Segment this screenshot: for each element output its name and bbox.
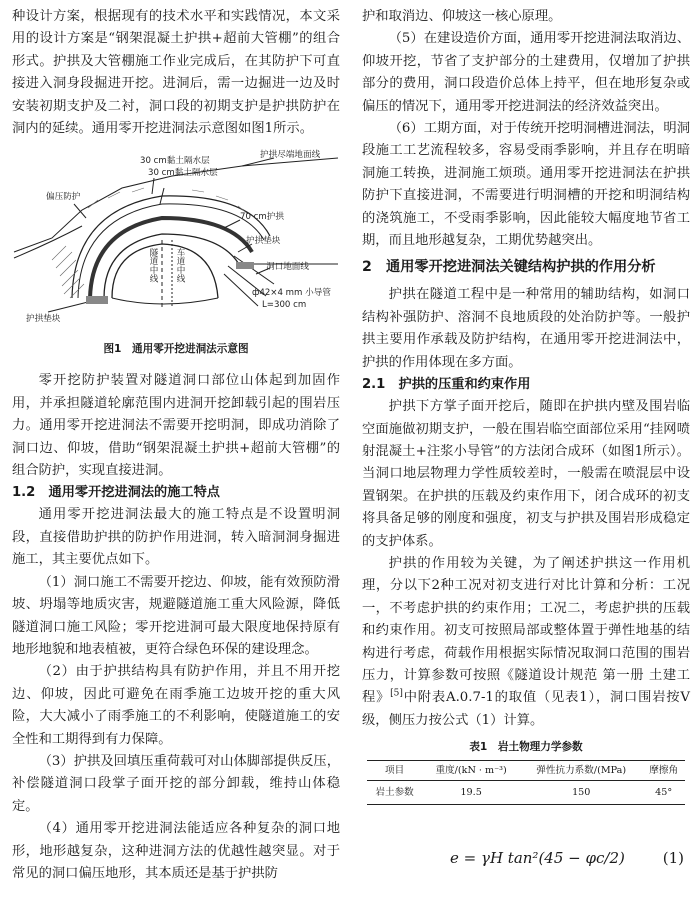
paragraph: （6）工期方面，对于传统开挖明洞槽进洞法，明洞段施工工艺流程较多，容易受雨季影响，并且存在明暗洞施工转换，进洞施工烦琐。通用零开挖进洞法在护拱防护下直接进洞，不需要进行明洞槽的开挖和明洞结构的浇筑施工，不受雨季影响，因此能较大幅度地节省工期，而且地形越复杂，工期优势越突出。 xyxy=(362,121,690,249)
paragraph: （1）洞口施工不需要开挖边、仰坡，能有效预防滑坡、坍塌等地质灾害，规避隧道施工重大风险源，降低隧道洞口施工风险；零开挖进洞可最大限度地保持原有地形地貌和地表植被，更符合绿色环保的建设理念。 xyxy=(12,574,340,657)
paragraph: 零开挖防护装置对隧道洞口部位山体起到加固作用，并承担隧道轮廓范围内进洞开挖卸载引起的围岩压力。通用零开挖进洞法不需要开挖明洞，即成功消除了洞口边、仰坡，借助“钢架混凝土护拱+超前大管棚”的组合防护，实现直接进洞。 xyxy=(12,373,340,479)
paragraph: （4）通用零开挖进洞法能适应各种复杂的洞口地形，地形越复杂，这种进洞方法的优越性越突显。对于常见的洞口偏压地形，其本质还是基于护拱防 xyxy=(12,821,340,881)
table-header-cell: 弹性抗力系数/(MPa) xyxy=(536,765,627,777)
table-header-row xyxy=(367,761,685,781)
fig-label: 30 cm黏土隔水层 xyxy=(148,168,218,179)
fig-label: 30 cm黏土隔水层 xyxy=(140,156,210,167)
fig-label: L=300 cm xyxy=(262,300,307,311)
paragraph: 种设计方案，根据现有的技术水平和实践情况，本文采用的设计方案是“钢架混凝土护拱+超前大管棚”的组合形式。护拱及大管棚施工作业完成后，在其防护下可直接进入洞身段掘进开挖。进洞后，需一边掘进一边及时安装初期支护及二衬，洞口段的初期支护是护拱防护在洞内的延续。通用零开挖进洞法示意图如图1所示。 xyxy=(12,9,340,137)
fig-label: 偏压防护 xyxy=(46,192,81,203)
figure-1-diagram xyxy=(12,148,340,334)
table-cell: 19.5 xyxy=(460,787,482,799)
left-column xyxy=(12,6,340,885)
section-heading: 1.2 通用零开挖进洞法的施工特点 xyxy=(12,485,220,501)
paragraph: 通用零开挖进洞法最大的施工特点是不设置明洞段，直接借助护拱的防护作用进洞，转入暗洞洞身掘进施工，其主要优点如下。 xyxy=(12,507,340,568)
paragraph: （5）在建设造价方面，通用零开挖进洞法取消边、仰坡开挖，节省了支护部分的土建费用，仅增加了护拱部分的费用，洞口段造价总体上持平，但在地形复杂或偏压的情况下，通用零开挖进洞法的经济效益突出。 xyxy=(362,31,690,114)
table-cell: 岩土参数 xyxy=(375,787,414,799)
section-heading: 2 通用零开挖进洞法关键结构护拱的作用分析 xyxy=(362,259,656,276)
invert-line xyxy=(112,298,218,304)
paragraph: 护和取消边、仰坡这一核心原理。 xyxy=(362,9,562,24)
paragraph: （3）护拱及回填压重荷载可对山体脚部提供反压，补偿隧道洞口段掌子面开挖的部分卸载，维持山体稳定。 xyxy=(12,753,340,814)
leader-line xyxy=(224,220,240,228)
table-cell: 150 xyxy=(572,787,591,799)
arch-pad-left xyxy=(86,296,108,304)
equation-expression: e = γH tan²(45 − φc/2) xyxy=(450,849,625,868)
right-column xyxy=(362,6,690,875)
fig-label: 70 cm护拱 xyxy=(240,212,284,223)
table-cell: 45° xyxy=(655,787,673,799)
citation-ref: [5] xyxy=(390,688,403,699)
table-header-cell: 摩擦角 xyxy=(649,765,679,777)
table-header-cell: 重度/(kN · m⁻³) xyxy=(435,765,507,777)
figure-caption: 图1 通用零开挖进洞法示意图 xyxy=(103,343,249,356)
table-header-cell: 项目 xyxy=(384,765,405,777)
paragraph: （2）由于护拱结构具有防护作用，并且不用开挖边、仰坡，因此可避免在雨季施工边坡开挖的重大风险，大大减小了雨季施工的不利影响，使隧道施工的安全性和工期得到有力保障。 xyxy=(12,664,340,747)
paragraph xyxy=(362,553,690,732)
paragraph: 护拱在隧道工程中是一种常用的辅助结构，如洞口结构补强防护、溶洞不良地质段的处治防护等。一般护拱主要用作承载及防护结构，在通用零开挖进洞法中，护拱的作用体现在多方面。 xyxy=(362,287,690,370)
table-caption: 表1 岩土物理力学参数 xyxy=(469,741,583,754)
equation-1 xyxy=(362,845,690,875)
left-slope-line xyxy=(14,226,82,258)
protective-arch xyxy=(90,218,252,298)
equation-number: (1) xyxy=(662,849,684,868)
arch-pad-right xyxy=(236,262,254,269)
paragraph: 护拱下方掌子面开挖后，随即在护拱内壁及围岩临空面施做初期支护，一般在围岩临空面部位采用“挂网喷射混凝土+注浆小导管”的方法闭合成环（如图1所示）。当洞口地层物理力学性质较差时，一般需在喷混层中设置钢架。在护拱的压载及约束作用下，闭合成环的初支将具备足够的刚度和强度，初支与护拱及围岩形成稳定的支护体系。 xyxy=(362,399,690,549)
table-row xyxy=(367,781,685,805)
fig-label: 护拱垫块 xyxy=(26,314,61,325)
section-heading: 2.1 护拱的压重和约束作用 xyxy=(362,377,531,393)
tunnel-lining xyxy=(112,244,218,298)
paragraph-text: 中附表A.0.7-1的取值（见表1），洞口围岩按V级，侧压力按公式（1）计算。 xyxy=(362,690,690,728)
fig-label: 护拱尽端地面线 xyxy=(260,150,321,161)
fig-label: 车道中线 xyxy=(175,248,185,283)
fig-label: 洞口地面线 xyxy=(266,262,309,273)
fig-label: 护拱垫块 xyxy=(246,236,281,247)
parameter-table xyxy=(367,760,685,805)
fig-label: 隧道中线 xyxy=(148,248,158,283)
fig-label: ф42×4 mm 小导管 xyxy=(252,288,331,299)
paragraph-text: 护拱的作用较为关键，为了阐述护拱这一作用机理，分以下2种工况对初支进行对比计算和分析：工况一，不考虑护拱的约束作用；工况二，考虑护拱的压载和约束作用。初支可按照局部或整体置于弹性地基的结构进行考虑，荷载作用根据实际情况取洞口范围的围岩压力，计算参数可按照《隧道设计规范 第一册 土建工程》 xyxy=(362,555,690,706)
